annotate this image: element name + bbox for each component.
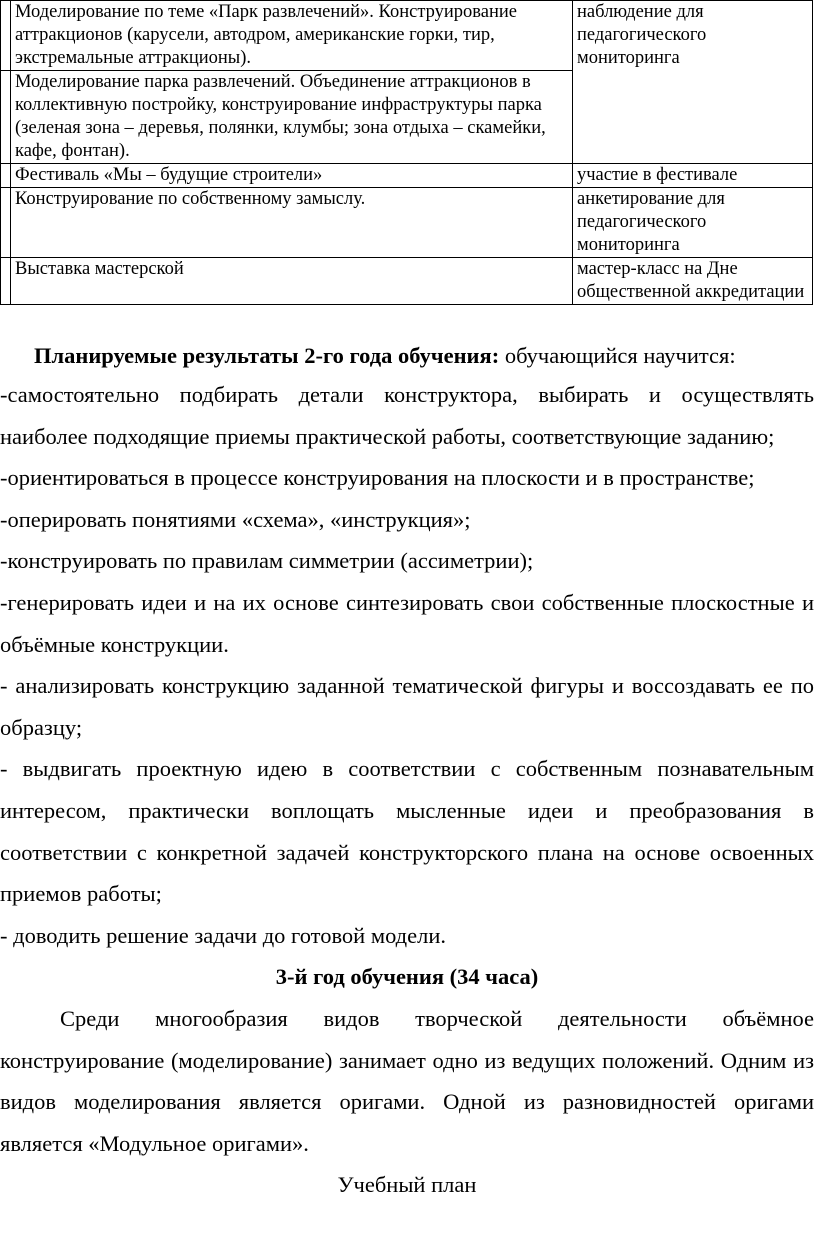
year3-heading: 3-й год обучения (34 часа)	[275, 964, 539, 990]
form-cell: анкетирование для педагогического мониторинга	[573, 188, 813, 258]
result-item: -генерировать идеи и на их основе синтезировать свои собственные плоскостные и объёмные конструкции.	[0, 589, 814, 657]
topic-cell: Выставка мастерской	[11, 258, 573, 305]
curriculum-table	[0, 0, 813, 305]
row-number-cell	[1, 258, 11, 305]
topic-cell: Фестиваль «Мы – будущие строители»	[11, 164, 573, 188]
table-row	[1, 258, 813, 305]
row-number-cell	[1, 71, 11, 164]
row-number-cell	[1, 1, 11, 71]
result-item: -оперировать понятиями «схема», «инструкция»;	[0, 506, 471, 532]
document-body	[0, 338, 814, 1206]
result-item: -самостоятельно подбирать детали конструктора, выбирать и осуществлять наиболее подходящие приемы практической работы, соответствующие заданию;	[0, 382, 814, 449]
result-item: - анализировать конструкцию заданной тематической фигуры и воссоздавать ее по образцу;	[0, 673, 814, 740]
form-cell: участие в фестивале	[573, 164, 813, 188]
results-heading-bold: Планируемые результаты 2-го года обучения:	[34, 343, 500, 368]
row-number-cell	[1, 164, 11, 188]
result-item: -ориентироваться в процессе конструирования на плоскости и в пространстве;	[0, 465, 755, 491]
form-cell: мастер-класс на Дне общественной аккредитации	[573, 258, 813, 305]
result-item: - доводить решение задачи до готовой модели.	[0, 922, 447, 948]
result-item: - выдвигать проектную идею в соответствии с собственным познавательным интересом, практически воплощать мысленные идеи и преобразования в соответствии с конкретной задачей конструкторского плана на основе освоенных приемов работы;	[0, 756, 814, 907]
row-number-cell	[1, 188, 11, 258]
results-heading	[0, 338, 814, 374]
plan-heading: Учебный план	[337, 1172, 477, 1198]
table-row	[1, 164, 813, 188]
result-item: -конструировать по правилам симметрии (ассиметрии);	[0, 548, 534, 574]
topic-cell: Моделирование по теме «Парк развлечений». Конструирование аттракционов (карусели, автодром, американские горки, тир, экстремальные аттракционы).	[11, 1, 573, 71]
topic-cell: Моделирование парка развлечений. Объединение аттракционов в коллективную постройку, конструирование инфраструктуры парка (зеленая зона – деревья, полянки, клумбы; зона отдыха – скамейки, кафе, фонтан).	[11, 71, 573, 164]
year3-paragraph: Среди многообразия видов творческой деятельности объёмное конструирование (моделирование) занимает одно из ведущих положений. Одним из видов моделирования является оригами. Одной из разновидностей оригами является «Модульное оригами».	[0, 1005, 814, 1156]
topic-cell: Конструирование по собственному замыслу.	[11, 188, 573, 258]
results-heading-rest: обучающийся научится:	[499, 343, 736, 368]
table-row	[1, 188, 813, 258]
table-row	[1, 1, 813, 71]
form-cell: наблюдение для педагогического мониторинга	[573, 1, 813, 164]
